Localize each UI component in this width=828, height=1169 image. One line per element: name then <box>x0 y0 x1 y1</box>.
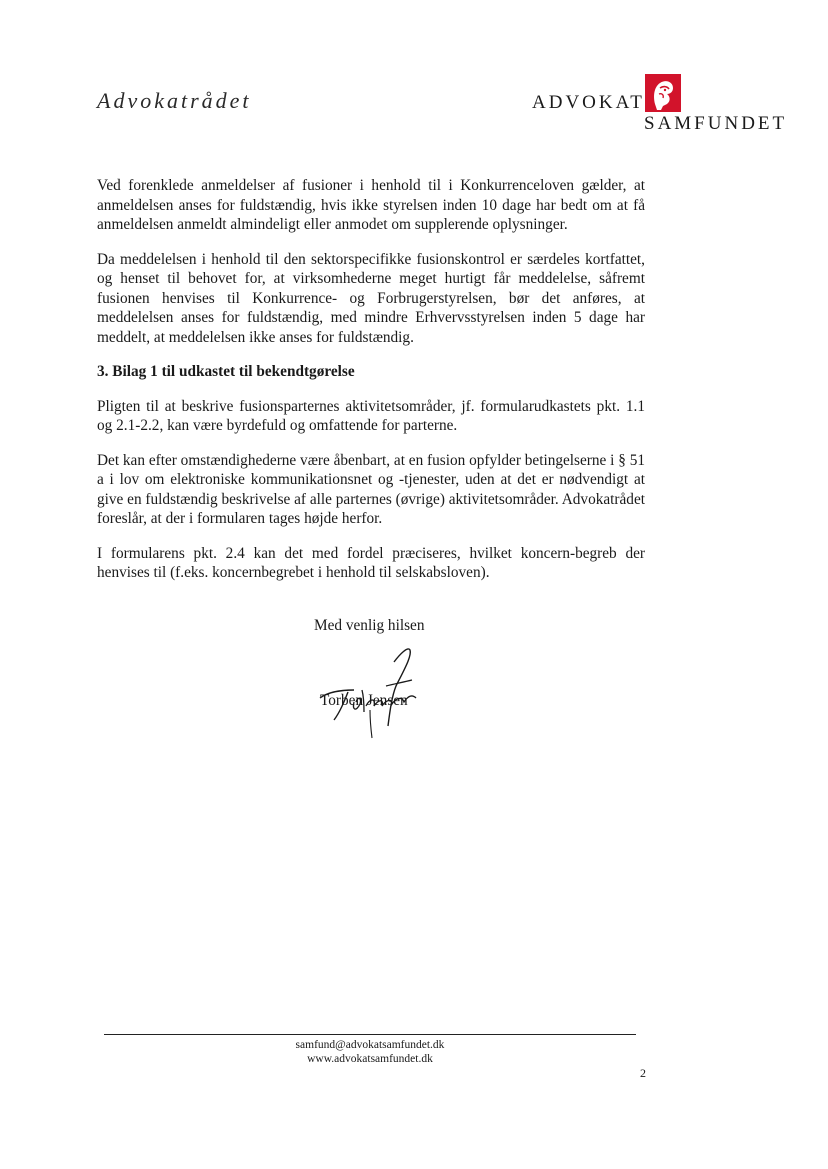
header-title: Advokatrådet <box>97 88 252 113</box>
letter-body <box>97 176 645 598</box>
logo-word-samfundet: SAMFUNDET <box>644 113 788 134</box>
section-paragraph: Det kan efter omstændighederne være åbenbart, at en fusion opfylder betingelserne i § 51 a i lov om elektroniske kommunikationsnet og -tjenester, uden at det er nødvendigt at give en fuldstændig beskrivelse af alle parternes (øvrige) aktivitetsområder. Advokatrådet foreslår, at der i formularen tages højde herfor. <box>97 451 645 527</box>
footer-website[interactable]: www.advokatsamfundet.dk <box>307 1053 433 1065</box>
advokatsamfundet-logo-icon <box>645 74 681 112</box>
logo-word-advokat: ADVOKAT <box>532 92 645 113</box>
section-paragraph: I formularens pkt. 2.4 kan det med fordel præciseres, hvilket koncern-begreb der henvises til (f.eks. koncernbegrebet i henhold til selskabsloven). <box>97 544 645 581</box>
organization-logo <box>532 74 792 144</box>
footer <box>104 1038 636 1066</box>
footer-divider <box>104 1034 636 1035</box>
page-number: 2 <box>640 1066 646 1080</box>
closing-greeting: Med venlig hilsen <box>314 617 425 634</box>
body-paragraph: Ved forenklede anmeldelser af fusioner i henhold til i Konkurrenceloven gælder, at anmeldelsen anses for fuldstændig, hvis ikke styrelsen inden 10 dage har bedt om at få anmeldelsen anmeldt almindeligt eller anmodet om supplerende oplysninger. <box>97 177 645 233</box>
signer-name: Torben Jensen <box>320 692 408 709</box>
body-paragraph: Da meddelelsen i henhold til den sektorspecifikke fusionskontrol er særdeles kortfattet, og henset til behovet for, at virksomhederne meget hurtigt får meddelelse, såfremt fusionen henvises til Konkurrence- og Forbrugerstyrelsen, bør det anføres, at meddelelsen anses for fuldstændig, med mindre Erhvervsstyrelsen inden 5 dage har meddelt, at meddelelsen ikke anses for fuldstændig. <box>97 250 645 346</box>
section-paragraph: Pligten til at beskrive fusionsparternes aktivitetsområder, jf. formularudkastets pkt. 1.1 og 2.1-2.2, kan være byrdefuld og omfattende for parterne. <box>97 397 645 434</box>
handwritten-signature <box>308 640 438 740</box>
footer-email[interactable]: samfund@advokatsamfundet.dk <box>295 1039 445 1051</box>
section-heading: 3. Bilag 1 til udkastet til bekendtgørelse <box>97 363 355 380</box>
